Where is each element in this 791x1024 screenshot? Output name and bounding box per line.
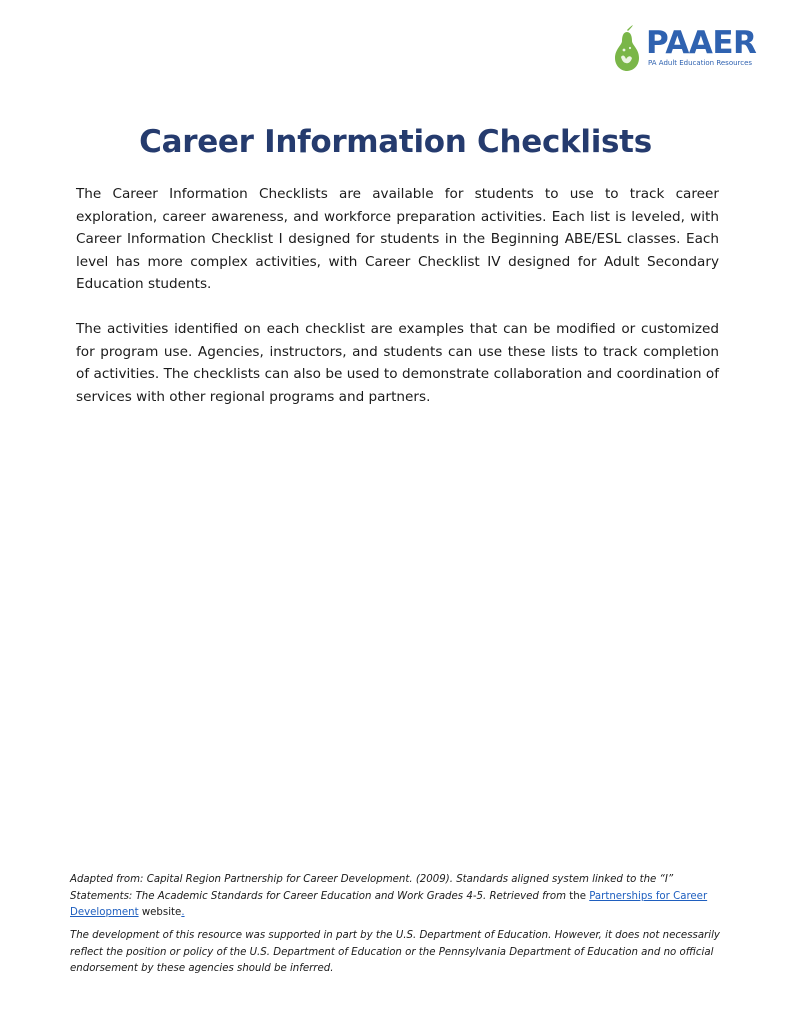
citation-the: the (566, 890, 590, 902)
activities-paragraph: The activities identified on each checklist are examples that can be modified or customized for program use. Agencies, instructors, and students can use these lists to track completion of activities. The checklists can also be used to demonstrate collaboration and coordination of services with other regional programs and partners. (76, 321, 719, 405)
disclaimer-note: The development of this resource was supported in part by the U.S. Department of Education. However, it does not necessarily reflect the position or policy of the U.S. Department of Education or the Pennsylvania Department of Education and no official endorsement by these agencies should be inferred. (70, 930, 720, 974)
citation-after-link: website (138, 907, 182, 918)
citation-text: Adapted from: Capital Region Partnership for Career Development. (2009). Standards aligned system linked to the “I” Statements: The Academic Standards for Career Education and Work Grades 4-5. Retrieved from (70, 874, 674, 902)
logo-tagline: PA Adult Education Resources (648, 59, 753, 67)
citation-period-link[interactable]: . (181, 907, 185, 918)
logo-wordmark: PAAER (646, 25, 757, 61)
intro-paragraph: The Career Information Checklists are available for students to use to track career exploration, career awareness, and workforce preparation activities. Each list is leveled, with Career Information Checklist I designed for students in the Beginning ABE/ESL classes. Each level has more complex activities, with Career Checklist IV designed for Adult Secondary Education students. (76, 186, 719, 292)
partnerships-link[interactable]: Partnerships for Career Development (70, 890, 708, 918)
paaer-logo (612, 24, 762, 72)
page-title: Career Information Checklists (139, 124, 652, 160)
pear-logo-icon (612, 24, 642, 72)
citation-note (70, 872, 720, 922)
